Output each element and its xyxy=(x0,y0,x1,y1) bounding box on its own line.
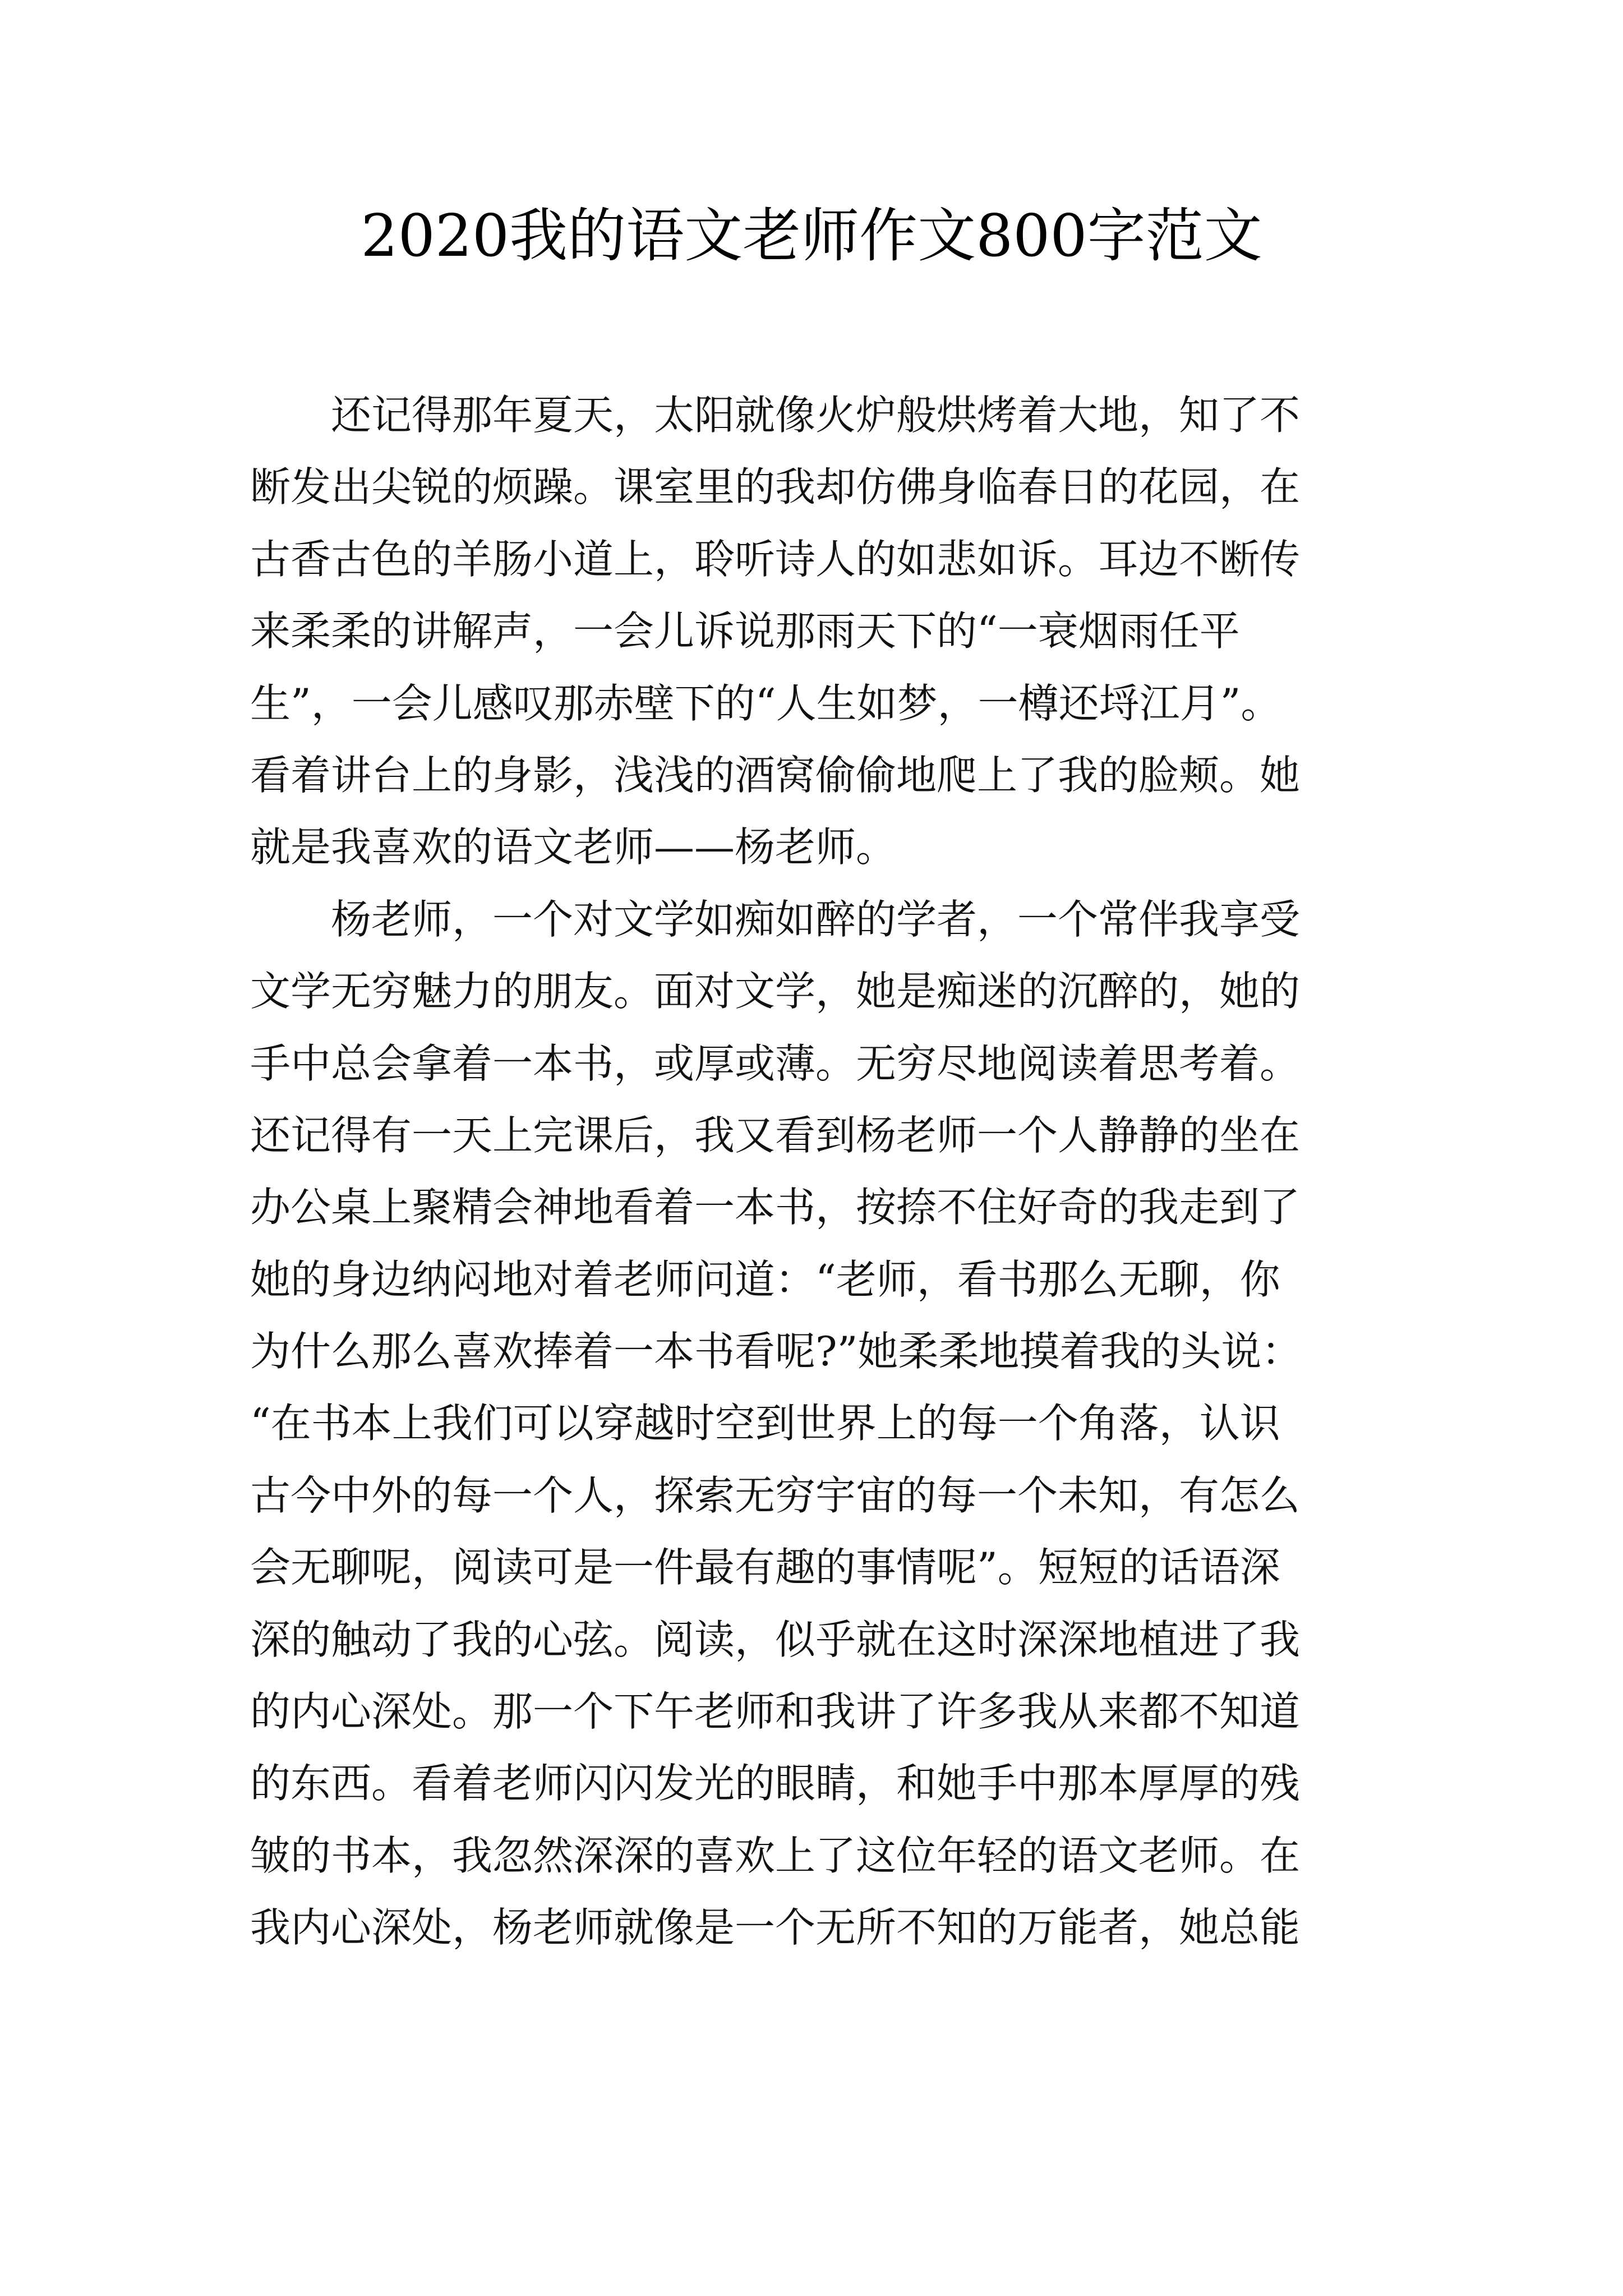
text-line: 会无聊呢，阅读可是一件最有趣的事情呢”。短短的话语深 xyxy=(250,1544,1280,1591)
text-line: 深的触动了我的心弦。阅读，似乎就在这时深深地植进了我 xyxy=(250,1616,1301,1663)
text-line: 还记得有一天上完课后，我又看到杨老师一个人静静的坐在 xyxy=(250,1111,1301,1159)
text-line: 古香古色的羊肠小道上，聆听诗人的如悲如诉。耳边不断传 xyxy=(250,535,1301,583)
document-title: 2020我的语文老师作文800字范文 xyxy=(361,201,1262,270)
text-line: 我内心深处，杨老师就像是一个无所不知的万能者，她总能 xyxy=(250,1904,1301,1952)
text-line: 看着讲台上的身影，浅浅的酒窝偷偷地爬上了我的脸颊。她 xyxy=(250,751,1301,799)
text-line: 古今中外的每一个人，探索无穷宇宙的每一个未知，有怎么 xyxy=(250,1471,1301,1519)
text-line: 来柔柔的讲解声，一会儿诉说那雨天下的“一衰烟雨任平 xyxy=(250,608,1240,655)
text-line: 生”，一会儿感叹那赤壁下的“人生如梦，一樽还埒江月”。 xyxy=(250,679,1281,727)
text-line: 就是我喜欢的语文老师——杨老师。 xyxy=(250,823,897,871)
text-line: 断发出尖锐的烦躁。课室里的我却仿佛身临春日的花园，在 xyxy=(250,463,1301,511)
text-line: 的东西。看着老师闪闪发光的眼睛，和她手中那本厚厚的残 xyxy=(250,1760,1301,1807)
text-line: 的内心深处。那一个下午老师和我讲了许多我从来都不知道 xyxy=(250,1688,1301,1736)
text-line: 为什么那么喜欢捧着一本书看呢?”她柔柔地摸着我的头说： xyxy=(250,1328,1302,1375)
text-line: 手中总会拿着一本书，或厚或薄。无穷尽地阅读着思考着。 xyxy=(250,1039,1301,1087)
text-line: 还记得那年夏天，太阳就像火炉般烘烤着大地，知了不 xyxy=(250,392,1301,439)
document-body xyxy=(250,379,1394,1964)
text-line: 皱的书本，我忽然深深的喜欢上了这位年轻的语文老师。在 xyxy=(250,1832,1301,1879)
text-line: “在书本上我们可以穿越时空到世界上的每一个角落，认识 xyxy=(250,1400,1280,1447)
text-line: 文学无穷魅力的朋友。面对文学，她是痴迷的沉醉的，她的 xyxy=(250,968,1301,1015)
text-line: 办公桌上聚精会神地看着一本书，按捺不住好奇的我走到了 xyxy=(250,1184,1301,1231)
text-line: 杨老师，一个对文学如痴如醉的学者，一个常伴我享受 xyxy=(250,895,1301,943)
text-line: 她的身边纳闷地对着老师问道：“老师，看书那么无聊，你 xyxy=(250,1255,1280,1303)
